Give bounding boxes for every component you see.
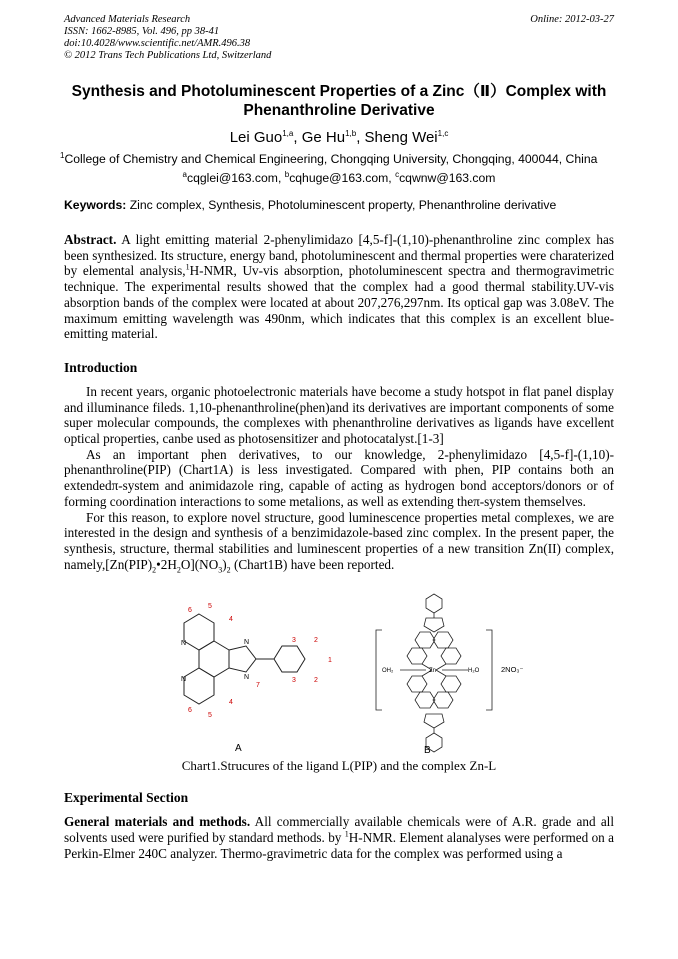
paper-page <box>60 14 615 861</box>
experimental-paragraph <box>64 814 614 861</box>
author-list: Lei Guo$^{1,a}$, Ge Hu$^{1,b}$, Sheng Wei$^{1,c}$ <box>229 129 449 146</box>
author-name: Sheng Wei <box>364 129 438 146</box>
atom-number: 5 <box>208 603 212 611</box>
experimental-subheading: General materials and methods. <box>64 814 251 830</box>
intro-p3-part-a: For this reason, to explore novel structure, good luminescence properties metal complexes, we are interested in the design and synthesis of a benzimidazole-based zinc complex. In the present paper, the synthesis, structure, thermal stabilities and luminescent properties of a new transition Zn(II) complex, namely,[Zn(PIP) <box>64 509 614 572</box>
intro-p3-mid2: O](NO <box>180 556 219 572</box>
atom-number: 1 <box>328 657 332 665</box>
abstract-text-2: H-NMR, Uv-vis absorption, photoluminescent spectra and thermogravimetric technique. The experimental results showed that the complex had a good thermal stability.UV-vis absorption bands of the complex were located at about 207,276,297nm. Its optical gap was 3.08eV. The maximum emitting wavelength was 490nm, which indicates that this complex is an excellent blue-emitting material. <box>64 263 615 342</box>
intro-paragraph-3 <box>64 510 614 573</box>
atom-label: N <box>244 639 250 647</box>
email-sup: c <box>395 169 400 179</box>
copyright-line: © 2012 Trans Tech Publications Ltd, Switzerland <box>64 50 272 61</box>
email-sup: a <box>182 169 187 179</box>
nmr-sup: 1 <box>185 263 190 273</box>
intro-p3-part-b: (Chart1B) have been reported. <box>230 556 395 572</box>
doi-line[interactable]: doi:10.4028/www.scientific.net/AMR.496.38 <box>64 38 251 49</box>
email-list: $^a$cqglei@163.com, $^b$cqhuge@163.com, $^c$cqwnw@163.com <box>182 169 496 185</box>
email-link[interactable]: cqhuge@163.com <box>289 171 389 185</box>
subscript: 2 <box>226 565 231 575</box>
zinc-label: Zn <box>429 668 437 675</box>
structure-a-label: A <box>235 743 242 755</box>
atom-number: 3 <box>292 677 296 685</box>
atom-number: 3 <box>292 637 296 645</box>
affiliation-sup: 1 <box>60 150 65 160</box>
structure-a-ligand <box>184 614 305 707</box>
water-ligand-right: H₂O <box>468 668 480 675</box>
experimental-heading: Experimental Section <box>64 790 189 806</box>
intro-paragraph-2 <box>64 447 614 510</box>
abstract <box>64 232 614 342</box>
issn-line: ISSN: 1662-8985, Vol. 496, pp 38-41 <box>64 26 220 37</box>
atom-label: N <box>181 676 187 684</box>
author-sup: 1,b <box>345 129 357 138</box>
journal-header <box>64 14 614 62</box>
atom-number: 6 <box>188 707 192 715</box>
paper-title: Synthesis and Photoluminescent Properties of a Zinc（Ⅱ）Complex with Phenanthroline Derivative <box>71 83 607 119</box>
author-name: Lei Guo <box>229 129 283 146</box>
journal-name: Advanced Materials Research <box>64 14 191 25</box>
pi-symbol: π <box>473 493 480 509</box>
introduction-heading: Introduction <box>64 359 138 375</box>
intro-p2-part-c: -system themselves. <box>479 493 586 509</box>
atom-number: 5 <box>208 712 212 720</box>
atom-number: 6 <box>188 607 192 615</box>
pi-symbol: π <box>111 478 119 494</box>
intro-p2-part-a: As an important phen derivatives, to our knowledge, 2-phenylimidazo [4,5-f]-(1,10)-phenanthroline(PIP) (Chart1A) is less investigated. Compared with phen, PIP contains both an extended <box>64 446 614 494</box>
chart1-figure <box>64 586 614 756</box>
experimental-text: All commercially available chemicals were of A.R. grade and all solvents used were purified by standard methods. by <box>64 814 615 846</box>
intro-p2-part-b: -system and animidazole ring, capable of acting as hydrogen bond acceptors/donors or of forming coordination interactions to some metalions, as well as extending the <box>64 478 614 509</box>
subscript: 2 <box>152 565 157 575</box>
atom-number: 2 <box>314 677 318 685</box>
atom-number: 4 <box>229 699 233 707</box>
email-link[interactable]: cqwnw@163.com <box>399 171 496 185</box>
experimental-text-2: H-NMR. Element alanalyses were performed on a Perkin-Elmer 240C analyzer. Thermo-gravimetric data for the complex was performed using a <box>64 830 614 861</box>
abstract-label: Abstract. <box>64 232 117 247</box>
intro-paragraph-1: In recent years, organic photoelectronic materials have become a study hotspot in flat panel display and illuminance fileds. 1,10-phenanthroline(phen)and its derivatives are important components of some super molecular compounds, the complexes with phenanthroline derivatives as ligands have excellent optical properties, canbe used as photosensitizer and photocatalyst.[1-3] <box>64 383 614 447</box>
keywords-text: Zinc complex, Synthesis, Photoluminescent property, Phenanthroline derivative <box>129 198 557 212</box>
author-sup: 1,a <box>282 129 294 138</box>
keywords-label: Keywords: <box>64 198 127 212</box>
subscript: 3 <box>218 565 223 575</box>
chemical-structures <box>64 586 614 756</box>
intro-p3-mid3: ) <box>222 556 227 572</box>
email-link[interactable]: cqglei@163.com <box>186 171 278 185</box>
nmr-sup: 1 <box>344 829 349 839</box>
abstract-text: A light emitting material 2-phenylimidazo [4,5-f]-(1,10)-phenanthroline zinc complex has been synthesized. Its structure, energy band, photoluminescent and thermal properties were charaterized by elemental analysis, <box>64 232 614 279</box>
online-date: Online: 2012-03-27 <box>530 14 614 25</box>
author-sup: 1,c <box>437 129 449 138</box>
atom-number: 7 <box>256 682 260 690</box>
email-sup: b <box>284 169 290 179</box>
subscript: 2 <box>176 565 181 575</box>
affiliation <box>60 152 614 166</box>
atom-number: 4 <box>229 616 233 624</box>
intro-p3-mid: •2H <box>156 556 177 572</box>
water-ligand-left: OH₂ <box>382 668 394 675</box>
structure-b-label: B <box>424 745 431 757</box>
figure-caption: Chart1.Strucures of the ligand L(PIP) and the complex Zn-L <box>181 758 497 774</box>
atom-label: N <box>181 640 187 648</box>
keywords <box>64 198 614 212</box>
atom-number: 2 <box>314 637 318 645</box>
author-name: Ge Hu <box>301 129 346 146</box>
atom-label: N <box>244 674 250 682</box>
affiliation-text: College of Chemistry and Chemical Engineering, Chongqing University, Chongqing, 400044, China <box>64 152 598 166</box>
counterion-label: 2NO₃⁻ <box>501 665 524 675</box>
